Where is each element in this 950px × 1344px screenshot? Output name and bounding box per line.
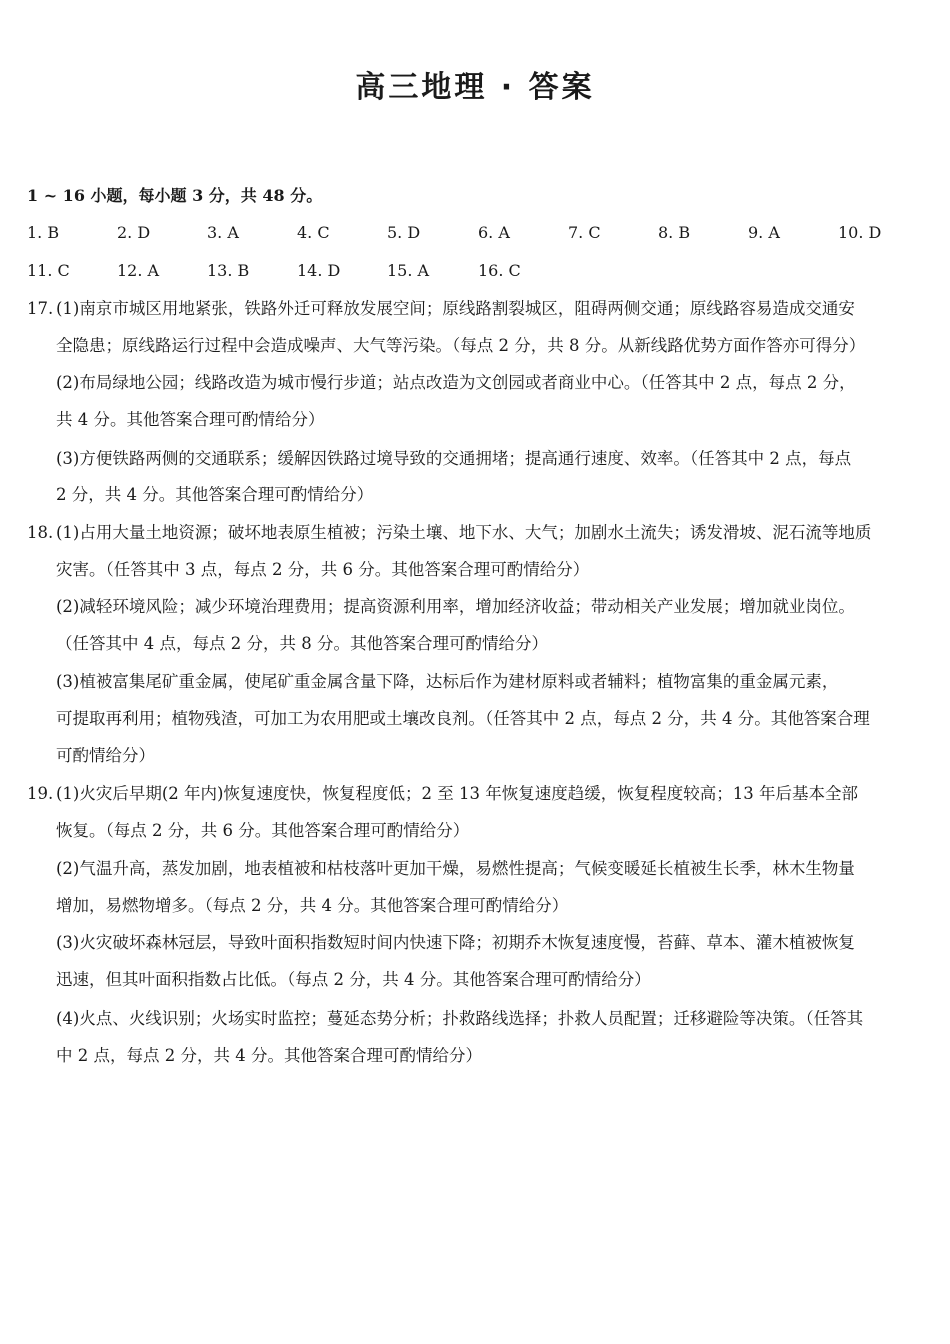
mc-answer: 4. C xyxy=(297,223,330,242)
answer-line: (1)占用大量土地资源；破坏地表原生植被；污染土壤、地下水、大气；加剧水土流失；诱发滑坡、泥石流等地质 xyxy=(56,523,872,542)
answer-line: 可酌情给分） xyxy=(56,746,155,765)
mc-answer: 3. A xyxy=(207,223,239,242)
mc-answer: 2. D xyxy=(117,223,151,242)
answer-line: (1)南京市城区用地紧张，铁路外迁可释放发展空间；原线路割裂城区，阻碍两侧交通；原线路容易造成交通安 xyxy=(56,299,855,318)
answer-line: (2)减轻环境风险；减少环境治理费用；提高资源利用率，增加经济收益；带动相关产业发展；增加就业岗位。 xyxy=(56,597,855,616)
question-number: 17. xyxy=(27,299,54,318)
mc-answer: 1. B xyxy=(27,223,60,242)
mc-answer-row-2 xyxy=(27,258,927,284)
mc-answer: 7. C xyxy=(568,223,601,242)
mc-answer: 16. C xyxy=(478,261,521,280)
mc-answer: 13. B xyxy=(207,261,250,280)
mc-section-header: 1 ~ 16 小题，每小题 3 分，共 48 分。 xyxy=(27,186,323,205)
answer-line: (4)火点、火线识别；火场实时监控；蔓延态势分析；扑救路线选择；扑救人员配置；迁移避险等决策。（任答其 xyxy=(56,1009,864,1028)
mc-answer: 11. C xyxy=(27,261,70,280)
answer-line: 增加，易燃物增多。（每点 2 分，共 4 分。其他答案合理可酌情给分） xyxy=(56,896,569,915)
answer-line: 2 分，共 4 分。其他答案合理可酌情给分） xyxy=(56,485,374,504)
answer-line: (3)方便铁路两侧的交通联系；缓解因铁路过境导致的交通拥堵；提高通行速度、效率。（任答其中 2 点，每点 xyxy=(56,449,852,468)
mc-answer: 14. D xyxy=(297,261,341,280)
answer-line: （任答其中 4 点，每点 2 分，共 8 分。其他答案合理可酌情给分） xyxy=(56,634,548,653)
mc-answer: 6. A xyxy=(478,223,510,242)
mc-answer-row-1 xyxy=(27,220,927,246)
answer-line: (3)火灾破坏森林冠层，导致叶面积指数短时间内快速下降；初期乔木恢复速度慢，苔藓、草本、灌木植被恢复 xyxy=(56,933,855,952)
mc-answer: 12. A xyxy=(117,261,160,280)
answer-line: (3)植被富集尾矿重金属，使尾矿重金属含量下降，达标后作为建材原料或者辅料；植物富集的重金属元素， xyxy=(56,672,839,691)
answer-line: (1)火灾后早期(2 年内)恢复速度快，恢复程度低；2 至 13 年恢复速度趋缓，恢复程度较高；13 年后基本全部 xyxy=(56,784,858,803)
page-title: 高三地理 · 答案 xyxy=(355,70,595,105)
mc-answer: 10. D xyxy=(838,223,882,242)
mc-answer: 15. A xyxy=(387,261,430,280)
answer-line: 迅速，但其叶面积指数占比低。（每点 2 分，共 4 分。其他答案合理可酌情给分） xyxy=(56,970,651,989)
answer-line: (2)气温升高，蒸发加剧，地表植被和枯枝落叶更加干燥，易燃性提高；气候变暖延长植被生长季，林木生物量 xyxy=(56,859,855,878)
answer-line: 可提取再利用；植物残渣，可加工为农用肥或土壤改良剂。（任答其中 2 点，每点 2 分，共 4 分。其他答案合理 xyxy=(56,709,870,728)
answer-line: 共 4 分。其他答案合理可酌情给分） xyxy=(56,410,325,429)
answer-line: (2)布局绿地公园；线路改造为城市慢行步道；站点改造为文创园或者商业中心。（任答其中 2 点，每点 2 分， xyxy=(56,373,856,392)
answer-line: 全隐患；原线路运行过程中会造成噪声、大气等污染。（每点 2 分，共 8 分。从新线路优势方面作答亦可得分） xyxy=(56,336,866,355)
question-number: 18. xyxy=(27,523,54,542)
question-number: 19. xyxy=(27,784,54,803)
answer-line: 灾害。（任答其中 3 点，每点 2 分，共 6 分。其他答案合理可酌情给分） xyxy=(56,560,590,579)
mc-answer: 5. D xyxy=(387,223,421,242)
mc-answer: 9. A xyxy=(748,223,780,242)
answer-line: 中 2 点，每点 2 分，共 4 分。其他答案合理可酌情给分） xyxy=(56,1046,482,1065)
mc-answer: 8. B xyxy=(658,223,691,242)
answer-line: 恢复。（每点 2 分，共 6 分。其他答案合理可酌情给分） xyxy=(56,821,470,840)
